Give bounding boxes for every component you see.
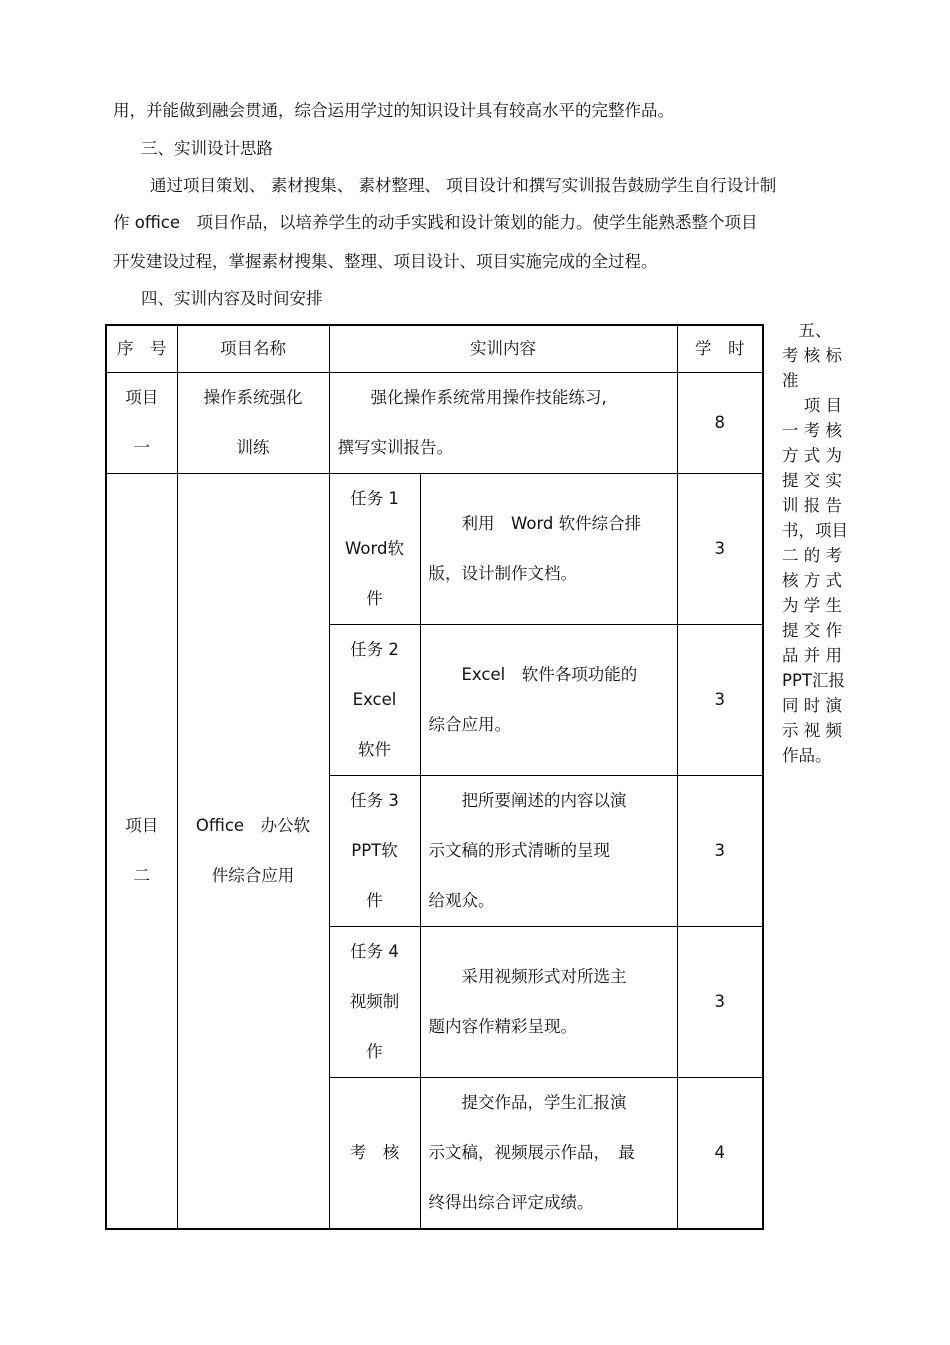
task4-label bbox=[329, 926, 420, 1077]
project1-name-l1: 操作系统强化 bbox=[203, 387, 303, 407]
paragraph-line: 用，并能做到融会贯通，综合运用学过的知识设计具有较高水平的完整作品。 bbox=[113, 101, 674, 120]
task3-label-l3: 件 bbox=[366, 890, 383, 910]
task2-content-l1: Excel 软件各项功能的 bbox=[461, 664, 638, 684]
task3-content bbox=[420, 775, 677, 926]
task2-label-l3: 软件 bbox=[358, 739, 391, 759]
task4-content bbox=[420, 926, 677, 1077]
project1-name bbox=[177, 372, 329, 473]
task4-label-l2: 视频制 bbox=[349, 991, 400, 1011]
task1-content-l2: 版，设计制作文档。 bbox=[428, 563, 577, 583]
project1-seq-l1: 项目 bbox=[125, 387, 159, 407]
project1-hours: 8 bbox=[677, 372, 763, 473]
assessment-hours: 4 bbox=[677, 1077, 763, 1229]
task3-label-l1: 任务 3 bbox=[350, 790, 399, 810]
project2-name-l1: Office 办公软 bbox=[195, 815, 311, 835]
task4-content-l1: 采用视频形式对所选主 bbox=[461, 966, 627, 986]
task3-content-l3: 给观众。 bbox=[428, 890, 495, 910]
side-note-line: 为 学 生 bbox=[782, 596, 842, 615]
assessment-standard-note bbox=[782, 318, 852, 768]
header-name: 项目名称 bbox=[177, 325, 329, 372]
task1-content bbox=[420, 473, 677, 624]
paragraph-line: 作 office 项目作品，以培养学生的动手实践和设计策划的能力。使学生能熟悉整个项目 bbox=[113, 213, 758, 232]
task4-label-l3: 作 bbox=[366, 1041, 383, 1061]
task1-label-l1: 任务 1 bbox=[350, 488, 399, 508]
header-seq: 序 号 bbox=[106, 325, 177, 372]
task2-label-l1: 任务 2 bbox=[350, 639, 399, 659]
task3-label-l2: PPT软 bbox=[351, 840, 398, 860]
section-heading-3: 三、实训设计思路 bbox=[141, 139, 273, 158]
section-heading-4: 四、实训内容及时间安排 bbox=[141, 289, 323, 308]
project1-name-l2: 训练 bbox=[236, 437, 270, 457]
task2-content-l2: 综合应用。 bbox=[428, 714, 511, 734]
side-note-line: 同 时 演 bbox=[782, 696, 842, 715]
task4-content-l2: 题内容作精彩呈现。 bbox=[428, 1016, 577, 1036]
project1-content-l1: 强化操作系统常用操作技能练习, bbox=[370, 387, 607, 407]
paragraph-line: 通过项目策划、 素材搜集、 素材整理、 项目设计和撰写实训报告鼓励学生自行设计制 bbox=[150, 176, 777, 195]
task1-hours: 3 bbox=[677, 473, 763, 624]
task2-label-l2: Excel bbox=[352, 689, 397, 709]
side-note-line: 品 并 用 bbox=[782, 646, 842, 665]
header-content: 实训内容 bbox=[329, 325, 677, 372]
project1-seq bbox=[106, 372, 177, 473]
task1-label bbox=[329, 473, 420, 624]
assessment-content-l1: 提交作品，学生汇报演 bbox=[461, 1092, 627, 1112]
table-header-row bbox=[106, 325, 763, 372]
table-row bbox=[106, 473, 763, 624]
side-note-line: 书，项目 bbox=[782, 521, 848, 540]
task3-content-l1: 把所要阐述的内容以演 bbox=[461, 790, 627, 810]
side-note-line: PPT汇报 bbox=[782, 671, 845, 690]
assessment-content-l3: 终得出综合评定成绩。 bbox=[428, 1192, 594, 1212]
side-note-line: 五、 bbox=[782, 321, 832, 340]
side-note-line: 方 式 为 bbox=[782, 446, 842, 465]
assessment-content bbox=[420, 1077, 677, 1229]
assessment-content-l2: 示文稿，视频展示作品， 最 bbox=[428, 1142, 635, 1162]
task1-content-l1: 利用 Word 软件综合排 bbox=[461, 513, 642, 533]
side-note-line: 示 视 频 bbox=[782, 721, 842, 740]
side-note-line: 一 考 核 bbox=[782, 421, 842, 440]
task2-hours: 3 bbox=[677, 624, 763, 775]
header-hours: 学 时 bbox=[677, 325, 763, 372]
side-note-line: 准 bbox=[782, 371, 799, 390]
task1-label-l3: 件 bbox=[366, 588, 383, 608]
side-note-line: 核 方 式 bbox=[782, 571, 842, 590]
side-note-line: 作品。 bbox=[782, 746, 832, 765]
task1-label-l2: Word软 bbox=[345, 538, 404, 558]
side-note-line: 项 目 bbox=[782, 396, 842, 415]
task3-content-l2: 示文稿的形式清晰的呈现 bbox=[428, 840, 610, 860]
project1-seq-l2: 一 bbox=[133, 437, 150, 457]
task2-content bbox=[420, 624, 677, 775]
project2-name-l2: 件综合应用 bbox=[211, 865, 295, 885]
side-note-line: 提 交 实 bbox=[782, 471, 842, 490]
paragraph-line: 开发建设过程，掌握素材搜集、整理、项目设计、项目实施完成的全过程。 bbox=[113, 252, 658, 271]
side-note-line: 训 报 告 bbox=[782, 496, 842, 515]
project2-seq bbox=[106, 473, 177, 1229]
project2-seq-l2: 二 bbox=[133, 865, 150, 885]
side-note-line: 考 核 标 bbox=[782, 346, 842, 365]
project1-content bbox=[329, 372, 677, 473]
task3-hours: 3 bbox=[677, 775, 763, 926]
project1-content-l2: 撰写实训报告。 bbox=[337, 437, 453, 457]
project2-seq-l1: 项目 bbox=[125, 815, 159, 835]
side-note-line: 二 的 考 bbox=[782, 546, 842, 565]
assessment-label: 考 核 bbox=[329, 1077, 420, 1229]
table-row bbox=[106, 372, 763, 473]
project2-name bbox=[177, 473, 329, 1229]
schedule-table bbox=[105, 324, 764, 1230]
task4-hours: 3 bbox=[677, 926, 763, 1077]
task3-label bbox=[329, 775, 420, 926]
task2-label bbox=[329, 624, 420, 775]
side-note-line: 提 交 作 bbox=[782, 621, 842, 640]
task4-label-l1: 任务 4 bbox=[350, 941, 399, 961]
